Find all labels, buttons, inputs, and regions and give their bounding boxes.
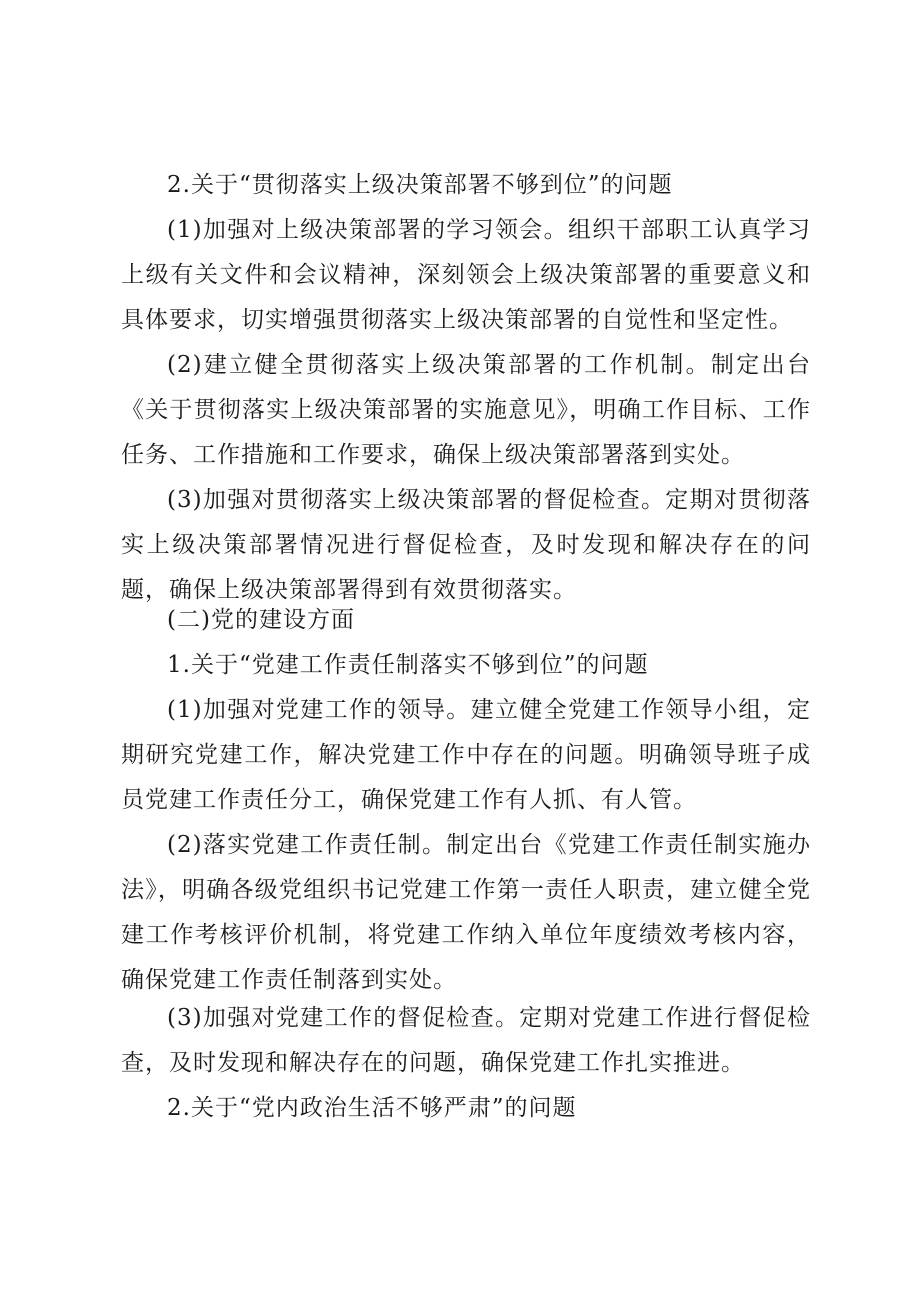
paragraph-party-supervision: (3)加强对党建工作的督促检查。定期对党建工作进行督促检查，及时发现和解决存在的问题，确保党建工作扎实推进。 xyxy=(121,1005,811,1076)
paragraph-party-leadership: (1)加强对党建工作的领导。建立健全党建工作领导小组，定期研究党建工作，解决党建工作中存在的问题。明确领导班子成员党建工作责任分工，确保党建工作有人抓、有人管。 xyxy=(121,697,811,813)
paragraph-implement-responsibility: (2)落实党建工作责任制。制定出台《党建工作责任制实施办法》，明确各级党组织书记党建工作第一责任人职责，建立健全党建工作考核评价机制，将党建工作纳入单位年度绩效考核内容，确保党建工作责任制落到实处。 xyxy=(121,832,811,993)
section-heading-2-decision-implementation: 2.关于“贯彻落实上级决策部署不够到位”的问题 xyxy=(167,172,673,198)
section-heading-party-building: (二)党的建设方面 xyxy=(167,607,355,633)
paragraph-work-mechanism: (2)建立健全贯彻落实上级决策部署的工作机制。制定出台《关于贯彻落实上级决策部署的实施意见》，明确工作目标、工作任务、工作措施和工作要求，确保上级决策部署落到实处。 xyxy=(121,352,811,468)
section-heading-1-responsibility-system: 1.关于“党建工作责任制落实不够到位”的问题 xyxy=(167,652,649,678)
paragraph-supervision-check: (3)加强对贯彻落实上级决策部署的督促检查。定期对贯彻落实上级决策部署情况进行督促检查，及时发现和解决存在的问题，确保上级决策部署得到有效贯彻落实。 xyxy=(121,487,811,603)
paragraph-strengthen-study: (1)加强对上级决策部署的学习领会。组织干部职工认真学习上级有关文件和会议精神，深刻领会上级决策部署的重要意义和具体要求，切实增强贯彻落实上级决策部署的自觉性和坚定性。 xyxy=(121,217,811,333)
section-heading-2-political-life: 2.关于“党内政治生活不够严肃”的问题 xyxy=(167,1095,577,1121)
